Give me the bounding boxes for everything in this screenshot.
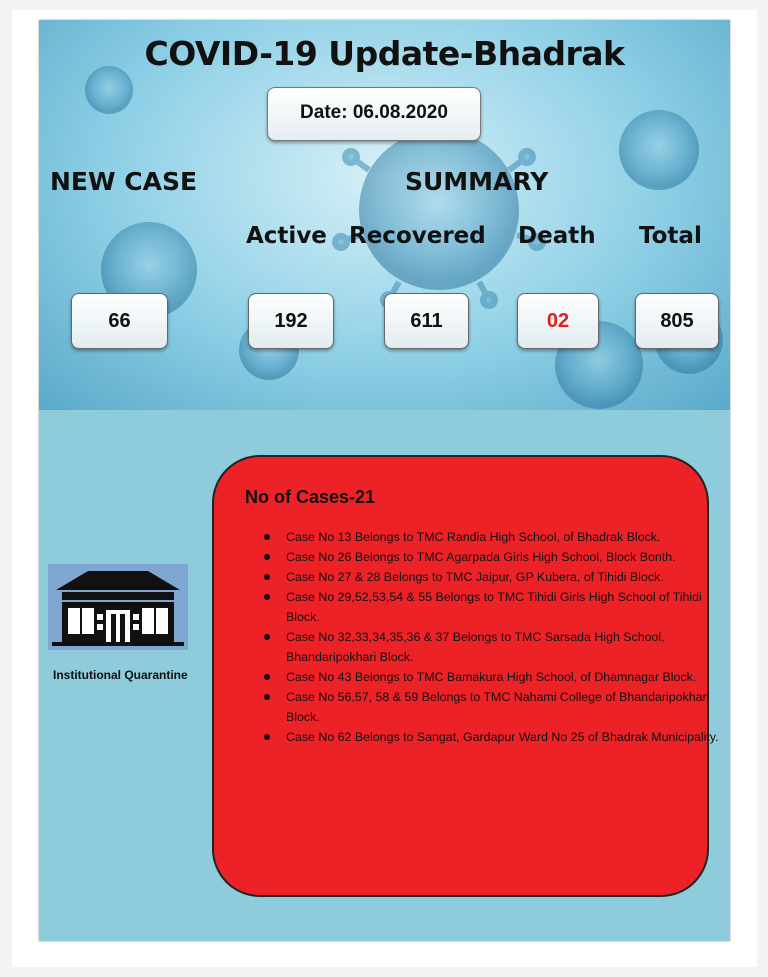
case-item: Case No 27 & 28 Belongs to TMC Jaipur, GP Kubera, of Tihidi Block. (286, 567, 726, 587)
death-label: Death (518, 223, 596, 249)
active-label: Active (246, 223, 327, 249)
summary-label: SUMMARY (405, 167, 549, 196)
virus-background-image (39, 20, 730, 410)
case-list (246, 527, 726, 747)
active-value: 192 (248, 293, 334, 349)
total-label: Total (639, 223, 702, 249)
institutional-quarantine-label: Institutional Quarantine (53, 668, 188, 682)
date-badge: Date: 06.08.2020 (267, 87, 481, 141)
case-item: Case No 32,33,34,35,36 & 37 Belongs to TMC Sarsada High School, Bhandaripokhari Block. (286, 627, 726, 667)
cases-heading: No of Cases-21 (245, 487, 376, 507)
case-item: Case No 26 Belongs to TMC Agarpada Girls High School, Block Bonth. (286, 547, 726, 567)
case-item: Case No 56,57, 58 & 59 Belongs to TMC Nahami College of Bhandaripokhari Block. (286, 687, 726, 727)
cases-section (39, 410, 730, 941)
recovered-value: 611 (384, 293, 469, 349)
case-item: Case No 62 Belongs to Sangat, Gardapur Ward No 25 of Bhadrak Municipality. (286, 727, 726, 747)
case-item: Case No 43 Belongs to TMC Bamakura High School, of Dhamnagar Block. (286, 667, 726, 687)
new-case-label: NEW CASE (50, 167, 198, 196)
death-value: 02 (517, 293, 599, 349)
case-item: Case No 13 Belongs to TMC Randia High School, of Bhadrak Block. (286, 527, 726, 547)
cases-box (212, 455, 719, 897)
header-banner (39, 20, 730, 410)
case-item: Case No 29,52,53,54 & 55 Belongs to TMC Tihidi Girls High School of Tihidi Block. (286, 587, 726, 627)
total-value: 805 (635, 293, 719, 349)
house-icon (48, 564, 188, 650)
page-title: COVID-19 Update-Bhadrak (144, 34, 625, 73)
new-case-value: 66 (71, 293, 168, 349)
recovered-label: Recovered (349, 223, 486, 249)
update-poster (39, 20, 730, 941)
